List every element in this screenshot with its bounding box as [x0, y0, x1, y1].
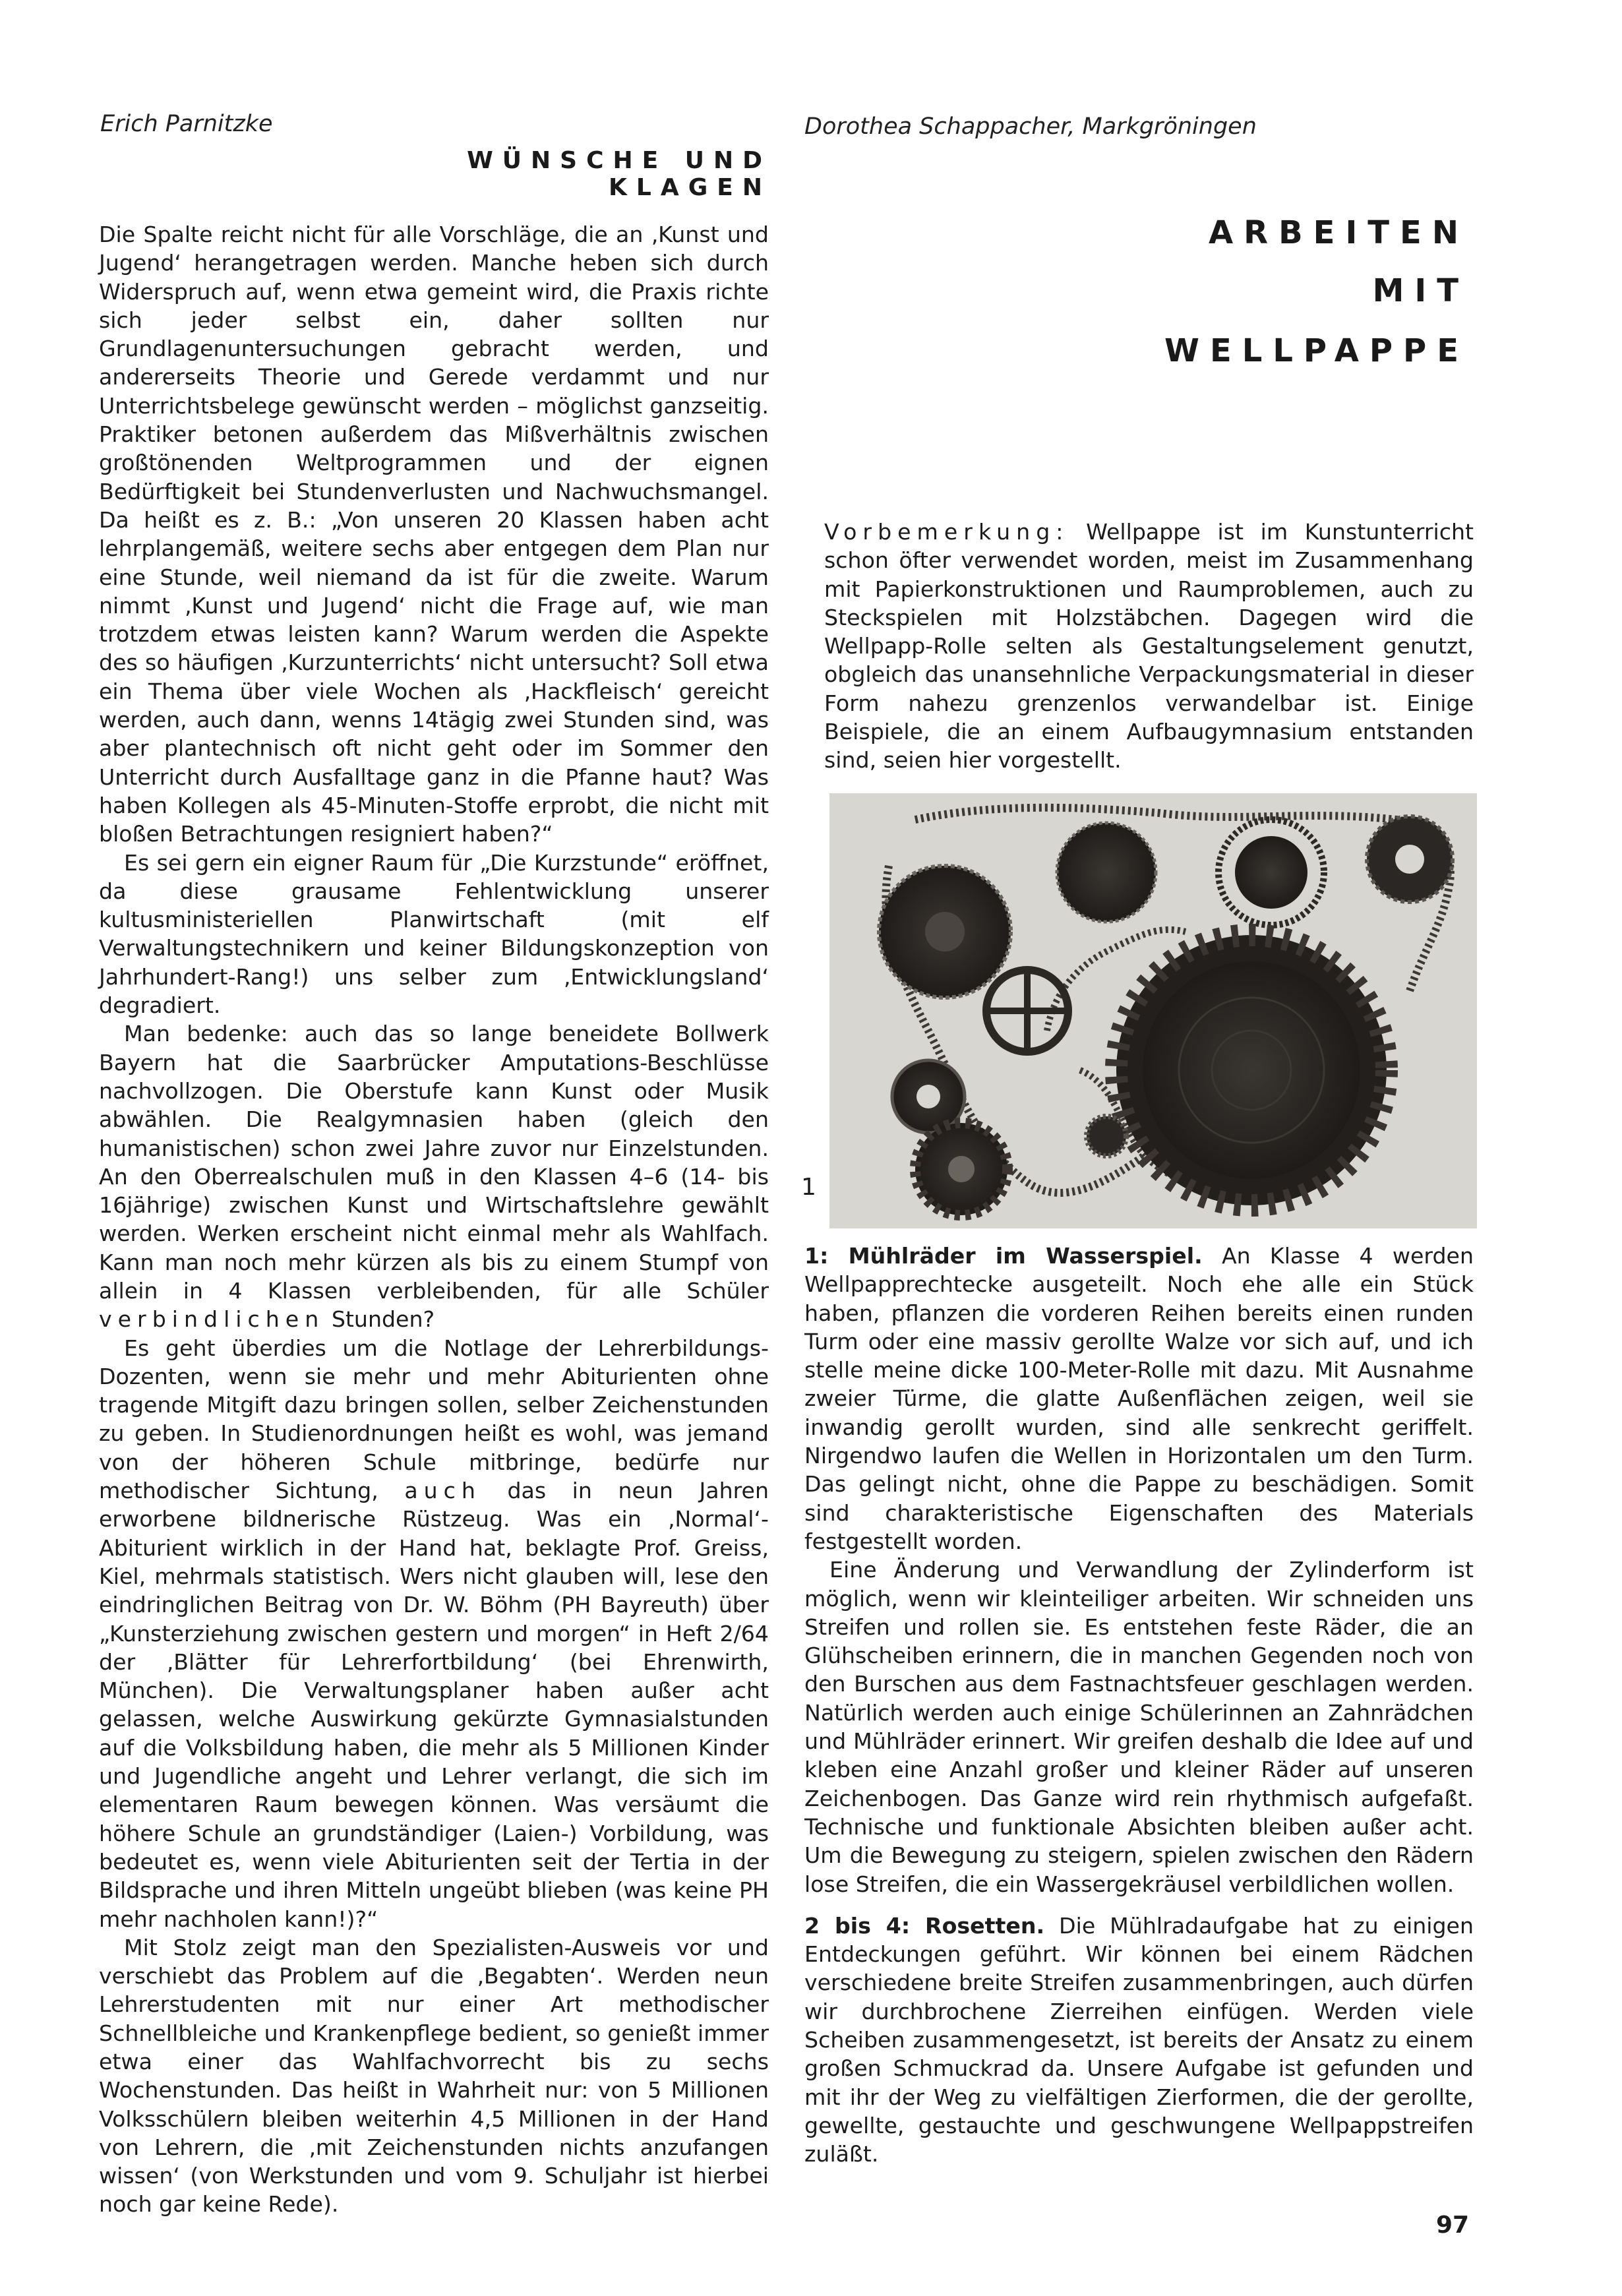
- caption-2-label: 2 bis 4: Rosetten.: [804, 1912, 1045, 1939]
- corrugated-cardboard-wheels-illustration: [829, 793, 1477, 1228]
- caption-1-label: 1: Mühlräder im Wasserspiel.: [804, 1243, 1203, 1269]
- caption-2: [804, 1912, 1474, 2169]
- left-paragraph-1: Die Spalte reicht nicht für alle Vorschläge, die an ‚Kunst und Jugend‘ herangetragen werden. Manche heben sich durch Widerspruch auf, wenn etwa gemeint wird, die Praxis richte sich jeder selbst ein, daher sollten nur Grundlagenuntersuchungen gebracht werden, und andererseits Theorie und Gerede verdammt und nur Unterrichtsbelege gewünscht werden – möglichst ganzseitig. Praktiker betonen außerdem das Mißverhältnis zwischen großtönenden Weltprogrammen und der eignen Bedürftigkeit bei Stundenverlusten und Nachwuchsmangel. Da heißt es z. B.: „Von unseren 20 Klassen haben acht lehrplangemäß, weitere sechs aber entgegen dem Plan nur eine Stunde, weil niemand da ist für die zweite. Warum nimmt ‚Kunst und Jugend‘ nicht die Frage auf, wie man trotzdem etwas leisten kann? Warum werden die Aspekte des so häufigen ‚Kurzunterrichts‘ nicht untersucht? Soll etwa ein Thema über viele Wochen als ‚Hackfleisch‘ gereicht werden, auch dann, wenns 14tägig zwei Stunden sind, was aber plantechnisch oft nicht geht oder im Sommer den Unterricht durch Ausfalltage ganz in die Pfanne haut? Was haben Kollegen als 45-Minuten-Stoffe erprobt, die nicht mit bloßen Betrachtungen resigniert haben?“: [99, 222, 769, 847]
- left-paragraph-4: [99, 1334, 769, 1933]
- article-title-right-line-3: WELLPAPPE: [1164, 332, 1469, 369]
- article-title-right-line-2: MIT: [1372, 272, 1469, 309]
- left-paragraph-5: Mit Stolz zeigt man den Spezialisten-Ausweis vor und verschiebt das Problem auf die ‚Begabten‘. Werden neun Lehrerstudenten mit nur einer Art methodischer Schnellbleiche und Krankenpflege bedient, so genießt immer etwa einer das Wahlfachvorrecht bis zu sechs Wochenstunden. Das heißt in Wahrheit nur: von 5 Millionen Volksschülern bleiben weiterhin 4,5 Millionen in der Hand von Lehrern, die ‚mit Zeichenstunden nichts anzufangen wissen‘ (von Werkstunden und vom 9. Schuljahr ist hierbei noch gar keine Rede).: [99, 1934, 769, 2218]
- left-paragraph-3-end: Stunden?: [331, 1306, 435, 1333]
- left-paragraph-4-end: das in neun Jahren erworbene bildnerische Rüstzeug. Was ein ‚Normal‘-Abiturient wirklich in der Hand hat, beklagte Prof. Greiss, Kiel, mehrmals statistisch. Wers nicht glauben will, lese den eindringlichen Beitrag von Dr. W. Böhm (PH Bayreuth) über „Kunsterziehung zwischen gestern und morgen“ in Heft 2/64 der ‚Blätter für Lehrerfortbildung‘ (bei Ehrenwirth, München). Die Verwaltungsplaner haben außer acht gelassen, welche Auswirkung gekürzte Gymnasialstunden auf die Volksbildung haben, die mehr als 5 Millionen Kinder und Jugendliche angeht und Lehrer verlangt, die sich im elementaren Raum bewegen können. Was versäumt die höhere Schule an grundständiger (Laien-) Vorbildung, was bedeutet es, wenn viele Abiturienten seit der Tertia in der Bildsprache und ihren Mitteln ungeübt blieben (was keine PH mehr nachholen kann!)?“: [99, 1478, 769, 1932]
- author-right: Dorothea Schappacher, Markgröningen: [804, 113, 1257, 140]
- article-title-left: WÜNSCHE UND KLAGEN: [467, 147, 771, 201]
- intro-label: Vorbemerkung:: [824, 519, 1069, 545]
- right-body: [804, 1242, 1474, 2169]
- intro-paragraph: [824, 518, 1474, 775]
- spaced-word-auch: auch: [404, 1478, 481, 1504]
- left-paragraph-3: [99, 1019, 769, 1333]
- caption-2-text: Die Mühlradaufgabe hat zu einigen Entdeckungen geführt. Wir können bei einem Rädchen verschiedene breite Streifen zusammenbringen, auch dürfen wir durchbrochene Zierreihen einfügen. Werden viele Scheiben zusammengesetzt, ist bereits der Ansatz zu einem großen Schmuckrad da. Unsere Aufgabe ist gefunden und mit ihr der Weg zu vielfältigen Zierformen, die der gerollte, gewellte, gestauchte und geschwungene Wellpappstreifen zuläßt.: [804, 1912, 1474, 2167]
- left-paragraph-2: Es sei gern ein eigner Raum für „Die Kurzstunde“ eröffnet, da diese grausame Fehlentwicklung unserer kultusministeriellen Planwirtschaft (mit elf Verwaltungstechnikern und keiner Bildungskonzeption von Jahrhundert-Rang!) uns selber zum ‚Entwicklungsland‘ degradiert.: [99, 849, 769, 1019]
- intro-text: Wellpappe ist im Kunstunterricht schon öfter verwendet worden, meist im Zusammenhang mit Papierkonstruktionen und Raumproblemen, auch zu Steckspielen mit Holzstäbchen. Dagegen wird die Wellpapp-Rolle selten als Gestaltungselement genutzt, obgleich das unansehnliche Verpackungsmaterial in dieser Form nahezu grenzenlos verwandelbar ist. Einige Beispiele, die an einem Aufbaugymnasium entstanden sind, seien hier vorgestellt.: [824, 519, 1474, 773]
- caption-1-text: An Klasse 4 werden Wellpapprechtecke ausgeteilt. Noch ehe alle ein Stück haben, pflanzen die vorderen Reihen bereits einen runden Turm oder eine massiv gerollte Walze vor sich auf, und ich stelle meine dicke 100-Meter-Rolle mit dazu. Mit Ausnahme zweier Türme, die glatte Außenflächen zeigen, weil sie inwandig gerollt wurden, sind alle senkrecht geriffelt. Nirgendwo laufen die Wellen in Horizontalen um den Turm. Das gelingt nicht, ohne die Pappe zu beschädigen. Somit sind charakteristische Eigenschaften des Materials festgestellt worden.: [804, 1243, 1474, 1554]
- article-title-right-line-1: ARBEITEN: [1208, 214, 1469, 251]
- figure-1-photo: [829, 793, 1477, 1228]
- left-column: [99, 220, 769, 2219]
- left-paragraph-4-text: Es geht überdies um die Notlage der Lehrerbildungs-Dozenten, wenn sie mehr und mehr Abiturienten ohne tragende Mitgift dazu bringen sollen, selber Zeichenstunden zu geben. In Studienordnungen heißt es wohl, was jemand von der höheren Schule mitbringe, bedürfe nur methodischer Sichtung,: [99, 1335, 769, 1504]
- spaced-word-verbindlichen: verbindlichen: [99, 1306, 325, 1333]
- figure-number: 1: [801, 1174, 816, 1201]
- author-left: Erich Parnitzke: [100, 111, 273, 137]
- page-number: 97: [1436, 2212, 1470, 2239]
- right-intro: [824, 518, 1474, 775]
- left-paragraph-3-text: Man bedenke: auch das so lange beneidete Bollwerk Bayern hat die Saarbrücker Amputations-Beschlüsse nachvollzogen. Die Oberstufe kann Kunst oder Musik abwählen. Die Realgymnasien haben (gleich den humanistischen) schon zwei Jahre zuvor nur Einzelstunden. An den Oberrealschulen muß in den Klassen 4–6 (14- bis 16jährige) zwischen Kunst und Wirtschaftslehre gewählt werden. Werken erscheint nicht einmal mehr als Wahlfach. Kann man noch mehr kürzen als bis zu einem Stumpf von allein in 4 Klassen verbleibenden, für alle Schüler: [99, 1021, 769, 1304]
- caption-1: [804, 1242, 1474, 1556]
- right-paragraph-2: Eine Änderung und Verwandlung der Zylinderform ist möglich, wenn wir kleinteiliger arbeiten. Wir schneiden uns Streifen und rollen sie. Es entstehen feste Räder, die an Glühscheiben erinnern, die in manchen Gegenden noch von den Burschen aus dem Fastnachtsfeuer geschlagen werden. Natürlich werden auch einige Schülerinnen an Zahnrädchen und Mühlräder erinnert. Wir greifen deshalb die Idee auf und kleben eine Anzahl großer und kleiner Räder auf unseren Zeichenbogen. Das Ganze wird rein rhythmisch aufgefaßt. Technische und funktionale Absichten bleiben außer acht. Um die Bewegung zu steigern, spielen zwischen den Rädern lose Streifen, die ein Wassergekräusel verbildlichen wollen.: [804, 1557, 1474, 1897]
